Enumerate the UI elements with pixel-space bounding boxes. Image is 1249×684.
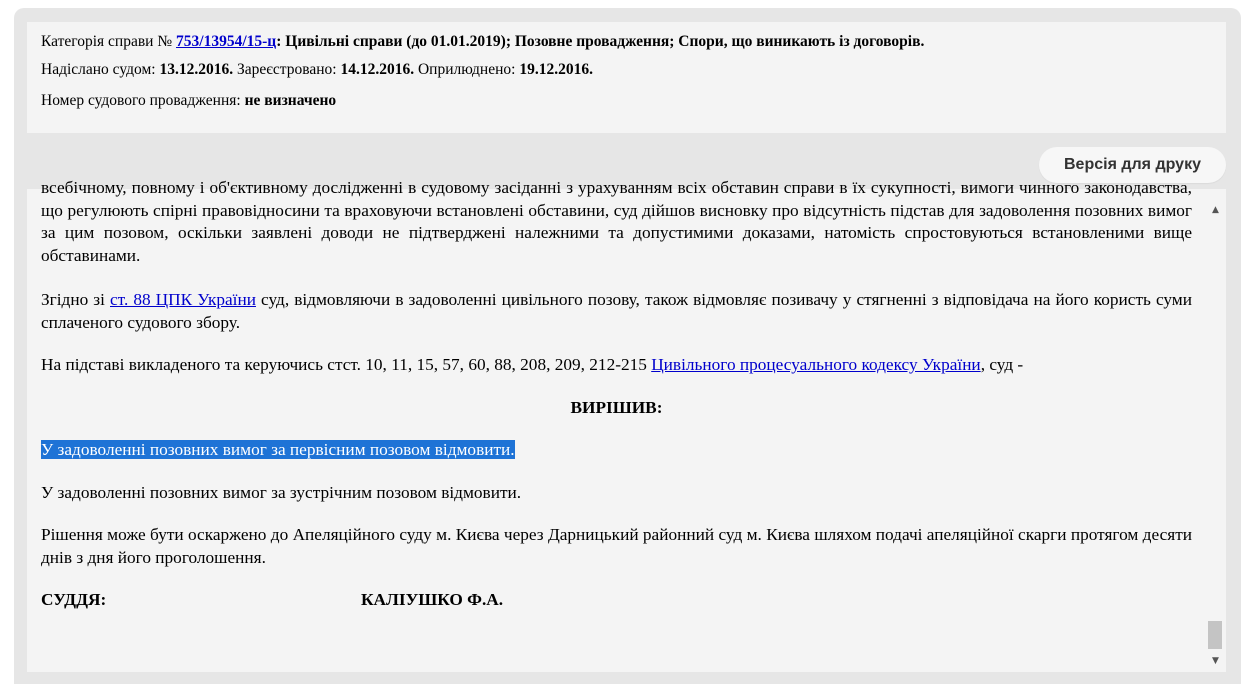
registered-label: Зареєстровано: [236,61,337,78]
decision-heading: ВИРІШИВ: [570,397,663,417]
case-number-link[interactable]: 753/13954/15-ц [176,33,277,50]
print-version-button[interactable]: Версія для друку [1039,147,1226,183]
proceeding-label: Номер судового провадження: [41,92,241,109]
sent-label: Надіслано судом: [41,61,156,78]
paragraph-legal-basis-end: , суд - [980,355,1024,374]
civil-procedure-code-link[interactable]: Цивільного процесуального кодексу України [651,355,981,374]
paragraph-legal-basis-start: На підставі викладеного та керуючись стст. 10, 11, 15, 57, 60, 88, 208, 209, 212-215 [41,355,652,374]
document-scrollbar[interactable] [1205,189,1226,672]
paragraph-original-claim [41,439,1192,462]
scroll-up-icon[interactable]: ▲ [1212,205,1219,215]
published-label: Оприлюднено: [417,61,516,78]
proceeding-number-line [41,92,336,110]
judge-signature-line [41,589,1192,613]
paragraph-court-fee-end: суд, відмовляючи в задоволенні цивільного позову, також відмовляє позивачу у стягненні з відповідача на його користь суми сплаченого судового збору. [41,290,1192,332]
category-value: : Цивільні справи (до 01.01.2019); Позовне провадження; Спори, що виникають із договорів. [276,33,925,50]
published-date: 19.12.2016. [519,61,593,78]
scrollbar-thumb[interactable] [1208,621,1222,649]
paragraph-reasoning: всебічному, повному і об'єктивному дослідженні в судовому засіданні з урахуванням всіх обставин справи в їх сукупності, вимоги чинного законодавства, що регулюють спірні правовідносини та враховуючи встановлені обставини, суд дійшов висновку про відсутність підстав для задоволення позовних вимог за цим позовом, оскільки заявлені доводи не підтверджені належними та допустимими доказами, натомість спростовуються встановленими вище обставинами. [41,178,1192,265]
case-info-panel [27,22,1226,133]
proceeding-value: не визначено [244,92,337,109]
judge-name: КАЛІУШКО Ф.А. [361,590,504,609]
scroll-down-icon[interactable]: ▼ [1212,656,1219,666]
paragraph-appeal: Рішення може бути оскаржено до Апеляційного суду м. Києва через Дарницький районний суд м. Києва шляхом подачі апеляційної скарги протягом десяти днів з дня його проголошення. [41,525,1192,567]
case-category-line [41,33,924,51]
document-body [41,177,1192,613]
sent-date: 13.12.2016. [159,61,234,78]
registered-date: 14.12.2016. [340,61,415,78]
document-text-area[interactable] [27,178,1205,672]
paragraph-legal-basis [41,354,1192,377]
judge-label: СУДДЯ: [41,590,107,609]
case-dates-line [41,61,593,79]
selected-text: У задоволенні позовних вимог за первісним позовом відмовити. [41,440,515,459]
paragraph-court-fee-start: Згідно зі [41,290,111,309]
paragraph-court-fee [41,289,1192,334]
category-label: Категорія справи № [41,33,173,50]
paragraph-counter-claim: У задоволенні позовних вимог за зустрічним позовом відмовити. [41,482,522,502]
article-88-link[interactable]: ст. 88 ЦПК України [110,290,256,309]
